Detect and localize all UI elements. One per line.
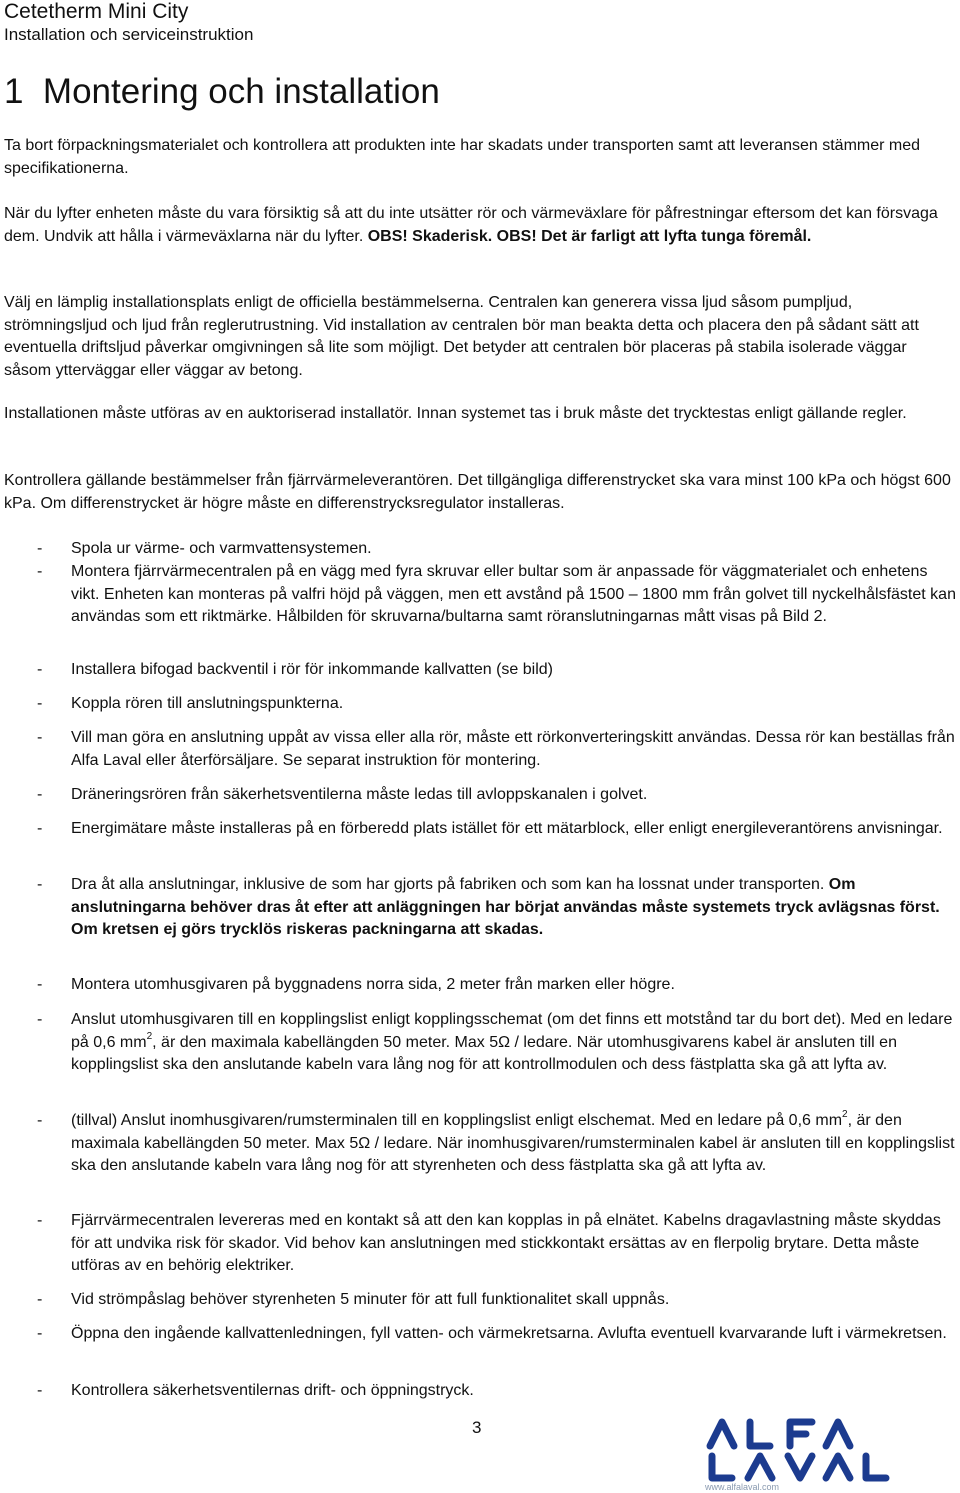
list-item-text: Installera bifogad backventil i rör för inkommande kallvatten (se bild) xyxy=(71,661,554,678)
list-item-text: Energimätare måste installeras på en förberedd plats istället för ett mätarblock, eller enligt energileverantörens anvisningar. xyxy=(71,820,943,837)
list-dash: - xyxy=(37,695,43,712)
list-item-text-part: , är den maximala kabellängden 50 meter. Max 5Ω / ledare. När utomhusgivarens kabel är ansluten till en kopplingslist ska den anslutande kabeln vara lång nog för att kontrollmodulen och dess fästplatta ska gå att lyfta av. xyxy=(71,1033,897,1074)
list-dash: - xyxy=(37,1212,43,1229)
list-dash: - xyxy=(37,786,43,803)
warning-text: Om anslutningarna behöver dras åt efter att anläggningen har börjat användas måste systemets tryck avlägsnas först. Om kretsen ej görs trycklös riskeras packningarna att skadas. xyxy=(71,876,940,939)
logo-letter-f xyxy=(790,1422,812,1446)
list-dash: - xyxy=(37,661,43,678)
list-item-text: Montera utomhusgivaren på byggnadens norra sida, 2 meter från marken eller högre. xyxy=(71,976,675,993)
list-dash: - xyxy=(37,820,43,837)
list-item-text xyxy=(71,1009,957,1077)
list-item-text: Vid strömpåslag behöver styrenheten 5 minuter för att full funktionalitet skall uppnås. xyxy=(71,1291,670,1308)
logo-letter-a3 xyxy=(748,1456,772,1478)
paragraph-lifting xyxy=(4,203,954,248)
list-dash: - xyxy=(37,1382,43,1399)
list-item-text: Koppla rören till anslutningspunkterna. xyxy=(71,695,344,712)
list-dash: - xyxy=(37,976,43,993)
logo-letter-a1 xyxy=(710,1422,734,1446)
list-dash: - xyxy=(37,876,43,893)
list-dash: - xyxy=(37,1291,43,1308)
logo-letter-v xyxy=(788,1456,812,1478)
logo-letter-l1 xyxy=(750,1422,770,1446)
logo-letter-l3 xyxy=(866,1456,886,1478)
logo-letter-l2 xyxy=(712,1456,732,1478)
list-dash: - xyxy=(37,1112,43,1129)
list-dash: - xyxy=(37,729,43,746)
paragraph-pressure: Kontrollera gällande bestämmelser från fjärrvärmeleverantören. Det tillgängliga differenstrycket ska vara minst 100 kPa och högst 600 kPa. Om differenstrycket är högre måste en differenstrycksregulator installeras. xyxy=(4,472,951,512)
list-dash: - xyxy=(37,1325,43,1342)
section-heading: 1 Montering och installation xyxy=(4,72,440,111)
document-title: Cetetherm Mini City xyxy=(4,0,189,23)
paragraph-location: Välj en lämplig installationsplats enligt de officiella bestämmelserna. Centralen kan generera vissa ljud såsom pumpljud, strömningsljud och ljud från reglerutrustning. Vid installation av centralen bör man beakta detta och placera den på sådant sätt att eventuella driftsljud påverkar omgivningen så lite som möjligt. Det betyder att centralen bör placeras på stabila isolerade väggar såsom ytterväggar eller väggar av betong. xyxy=(4,294,919,380)
list-item-text xyxy=(71,1110,957,1178)
logo-letter-a2 xyxy=(826,1422,850,1446)
list-item-text-normal: Dra åt alla anslutningar, inklusive de som har gjorts på fabriken och som kan ha lossnat under transporten. xyxy=(71,876,829,893)
list-item-text: Kontrollera säkerhetsventilernas drift- och öppningstryck. xyxy=(71,1382,474,1399)
list-item-text-part: Anslut utomhusgivaren till en kopplingslist enligt kopplingsschemat (om det finns ett motstånd tar du bort det). Med en ledare på 0,6 mm xyxy=(71,1011,953,1051)
warning-text: OBS! Skaderisk. OBS! Det är farligt att lyfta tunga föremål. xyxy=(367,227,812,245)
list-dash: - xyxy=(37,563,43,580)
paragraph-installer: Installationen måste utföras av en auktoriserad installatör. Innan systemet tas i bruk måste det trycktestas enligt gällande regler. xyxy=(4,405,907,422)
logo-url-text: www.alfalaval.com xyxy=(705,1482,780,1492)
document-subtitle: Installation och serviceinstruktion xyxy=(4,25,254,44)
logo-letter-a4 xyxy=(826,1456,850,1478)
page-number: 3 xyxy=(472,1418,482,1437)
list-item-text: Spola ur värme- och varmvattensystemen. xyxy=(71,540,372,557)
superscript: 2 xyxy=(842,1109,848,1120)
list-item-text: Vill man göra en anslutning uppåt av vissa eller alla rör, måste ett rörkonverteringskitt användas. Dessa rör kan beställas från Alfa Laval eller återförsäljare. Se separat instruktion för montering. xyxy=(71,729,955,769)
list-item-text: Montera fjärrvärmecentralen på en vägg med fyra skruvar eller bultar som är anpassade för väggmaterialet och enhetens vikt. Enheten kan monteras på valfri höjd på väggen, men ett avstånd på 1500 – 1800 mm från golvet till nyckelhålsfästet kan användas som ett riktmärke. Hålbilden för skruvarna/bultarna samt röranslutningarnas mått visas på Bild 2. xyxy=(71,563,956,626)
list-dash: - xyxy=(37,1011,43,1028)
list-item-text: Öppna den ingående kallvattenledningen, fyll vatten- och värmekretsarna. Avlufta eventuell kvarvarande luft i värmekretsen. xyxy=(71,1325,947,1342)
list-item-text: Fjärrvärmecentralen levereras med en kontakt så att den kan kopplas in på elnätet. Kabelns dragavlastning måste skyddas för att undvika risk för skador. Vid behov kan anslutningen med stickkontakt ersättas av en flerpolig brytare. Detta måste utföras av en behörig elektriker. xyxy=(71,1212,941,1275)
alfa-laval-logo xyxy=(650,1412,956,1492)
list-item-text xyxy=(71,874,957,942)
list-item-text: Dräneringsrören från säkerhetsventilerna måste ledas till avloppskanalen i golvet. xyxy=(71,786,648,803)
list-item-text-part: (tillval) Anslut inomhusgivaren/rumsterminalen till en kopplingslist enligt elschemat. Med en ledare på 0,6 mm xyxy=(71,1112,843,1129)
paragraph-lifting-text: När du lyfter enheten måste du vara försiktig så att du inte utsätter rör och värmeväxlare för påfrestningar eftersom det kan försvaga dem. Undvik att hålla i värmeväxlarna när du lyfter. xyxy=(4,205,938,245)
superscript: 2 xyxy=(146,1030,153,1042)
list-item-text-part: , är den maximala kabellängden 50 meter. Max 5Ω / ledare. När inomhusgivaren/rumsterminalen kabel är ansluten till en kopplingslist ska den anslutande kabeln vara lång nog för att styrenheten och dess fästplatta ska gå att lyfta av. xyxy=(71,1112,955,1175)
list-dash: - xyxy=(37,540,43,557)
paragraph-unpacking: Ta bort förpackningsmaterialet och kontrollera att produkten inte har skadats under transporten samt att leveransen stämmer med specifikationerna. xyxy=(4,137,921,177)
